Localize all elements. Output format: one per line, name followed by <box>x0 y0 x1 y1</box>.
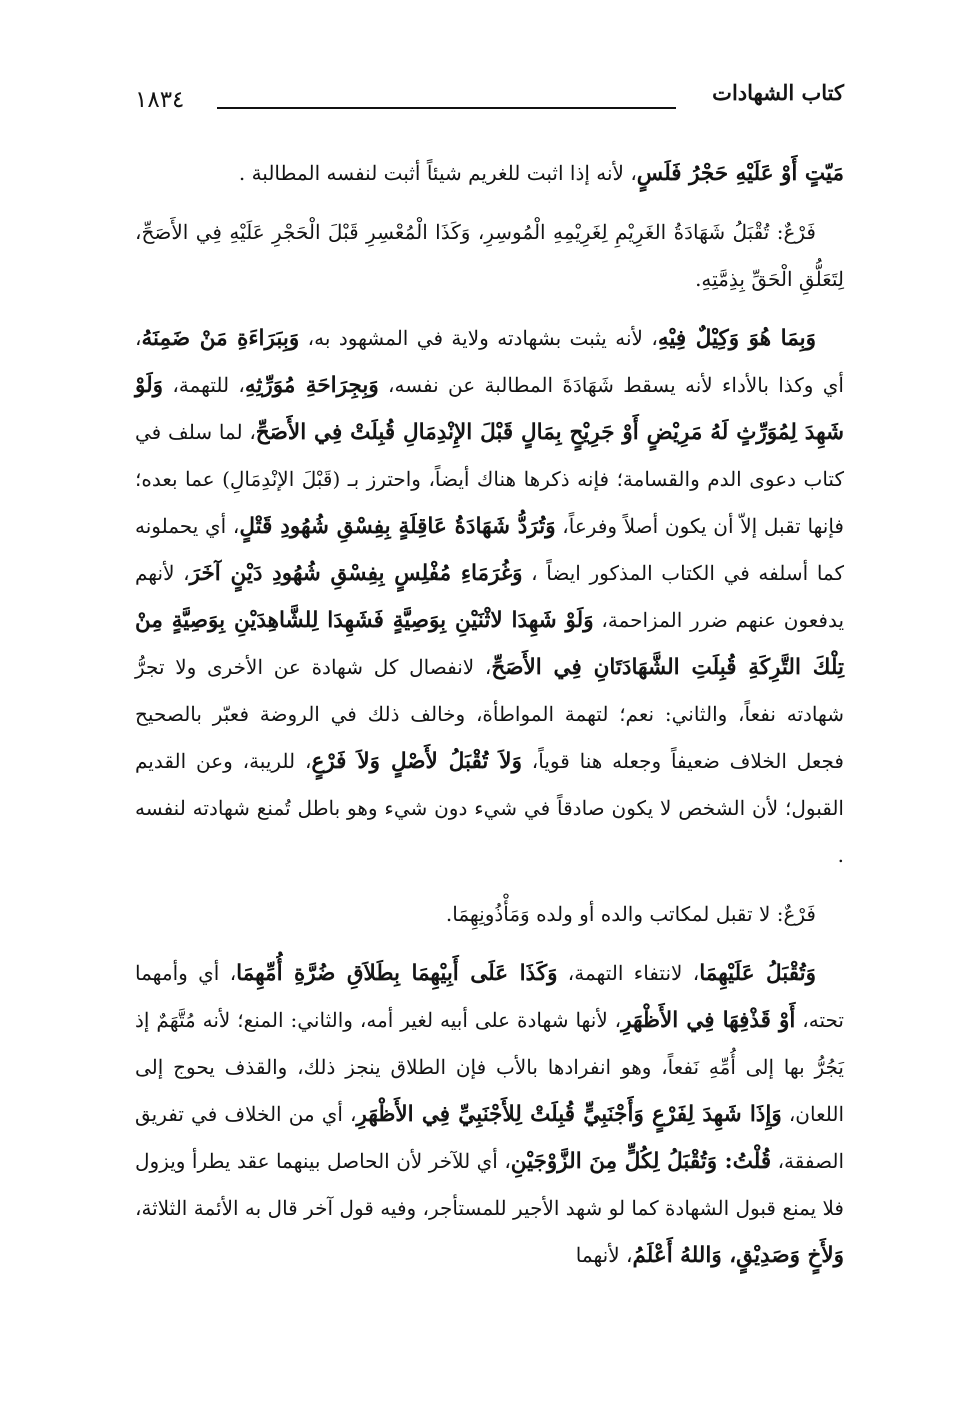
commentary-text: ، لأنهم يدفعون عنهم ضرر المزاحمة، <box>135 561 845 632</box>
matn-text: أَوْ قَذْفِهَا فِي الأَظْهَرِ <box>621 1008 796 1033</box>
commentary-text: ، لأنه يثبت بشهادته ولاية في المشهود به، <box>299 326 658 350</box>
paragraph <box>135 950 844 1279</box>
commentary-text: ، لأنهما <box>575 1243 633 1267</box>
matn-text: وَبِجِرَاحَةِ مُوَرِّثِهِ <box>244 373 379 398</box>
matn-text: وَلَوْ شَهِدَ لِمُوَرِّثٍ لَهُ مَرِيْضٍ أَوْ جَرِيْحٍ بِمَالٍ قَبْلَ الإِنْدِمَالِ قُبِلَتْ فِي الأَصَحِّ <box>135 373 845 445</box>
commentary-text: ، أي وكذا بالأداء لأنه يسقط شَهَادَةَ المطالبة عن نفسه، <box>135 326 844 397</box>
matn-text: قُلْتُ: وَتُقْبَلُ لِكُلٍّ مِنَ الزَّوْجَيْنِ <box>510 1149 772 1174</box>
commentary-text: فَرْعٌ: لا تقبل لمكاتب والده أو ولده وَمَأْذُونِهِمَا. <box>445 902 816 926</box>
header-rule <box>217 107 676 109</box>
commentary-text: ، أي من الخلاف في تفريق الصفقة، <box>135 1102 844 1173</box>
commentary-text: ، لأنه إذا اثبت للغريم شيئاً أثبت لنفسه المطالبة . <box>238 161 637 185</box>
commentary-text: ، للتهمة، <box>163 373 245 397</box>
matn-text: مَيّتٍ أَوْ عَلَيْهِ حَجْرُ فَلَسٍ <box>636 161 844 186</box>
matn-text: وَغُرَمَاءِ مُفْلِسٍ بِفِسْقِ شُهُودِ دَيْنٍ آخَرَ <box>189 561 523 586</box>
paragraph <box>135 891 844 938</box>
matn-text: وَلَوْ شَهِدَا لاثْنَيْنِ بِوَصِيَّةٍ فَشَهِدَا لِلشَّاهِدَيْنِ بِوَصِيَّةٍ مِنْ تِلْكَ التَّرِكَةِ قُبِلَتِ الشَّهَادَتَانِ فِي الأَصَحِّ <box>135 608 844 680</box>
paragraph <box>135 209 844 303</box>
matn-text: وَلأَخٍ وَصَدِيْقٍ، وَاللهُ أَعْلَمُ <box>632 1243 844 1268</box>
matn-text: وَكَذَا عَلَى أَبِيْهِمَا بِطَلاَقِ ضُرَّةِ أُمِّهِمَا <box>236 961 558 986</box>
commentary-text: ، لما سلف في كتاب دعوى الدم والقسامة؛ فإنه ذكرها هناك أيضاً، واحترز بـ (قَبْلَ الإنْدِمَالِ) عما بعده؛ فإنها تقبل إلاّ أن يكون أصلاً وفرعاً، <box>135 420 844 538</box>
commentary-text: ، لانتفاء التهمة، <box>557 961 700 985</box>
paragraph <box>135 315 844 879</box>
matn-text: وَبِبَرَاءَةِ مَنْ ضَمِنَهُ <box>141 326 300 351</box>
matn-text: وَإِذَا شَهِدَ لِفَرْعٍ وَأَجْنَبِيٍّ قُبِلَتْ لِلأَجْنَبِيِّ فِي الأَظْهَرِ <box>356 1102 782 1127</box>
page-header <box>135 62 844 116</box>
commentary-text: فَرْعٌ: تُقْبَلُ شَهَادَةُ الغَرِيْمِ لِغَرِيْمِهِ الْمُوسِرِ، وَكَذَا الْمُعْسِرِ قَبْلَ الْحَجْرِ عَلَيْهِ فِي الأَصَحِّ، لِتَعَلُّقِ الْحَقِّ بِذِمَّتِهِ. <box>135 220 844 291</box>
matn-text: وَبِمَا هُوَ وَكِيْلٌ فِيْهِ <box>657 326 816 351</box>
paragraph <box>135 150 844 197</box>
chapter-title: كتاب الشهادات <box>712 80 844 105</box>
matn-text: وَتُقْبَلُ عَلَيْهِمَا <box>699 961 817 986</box>
commentary-text: ، لانفصال كل شهادة عن الأخرى ولا تجرُّ شهادته نفعاً، والثاني: نعم؛ لتهمة المواطأة، وخالف ذلك في الروضة فعبّر بالصحيح فجعل الخلاف ضعيفاً وجعله هنا قوياً، <box>135 655 844 773</box>
matn-text: وَلاَ تُقْبَلُ لأَصْلٍ وَلاَ فَرْعٍ <box>311 749 522 774</box>
commentary-text: ، للريبة، وعن القديم القبول؛ لأن الشخص لا يكون صادقاً في شيء دون شيء وهو باطل تُمنع شهادته لنفسه . <box>135 749 844 867</box>
commentary-text: ، أي يحملونه كما أسلفه في الكتاب المذكور ايضاً ، <box>135 514 844 585</box>
page-body <box>135 150 844 1279</box>
matn-text: وَتُرَدُّ شَهَادَةُ عَاقِلَةٍ بِفِسْقِ شُهُودِ قَتْلٍ <box>239 514 556 539</box>
page-number: ١٨٣٤ <box>135 87 185 113</box>
commentary-text: ، أي وأمهما تحته، <box>135 961 845 1032</box>
commentary-text: ، لأنها شهادة على أبيه لغير أمه، والثاني: المنع؛ لأنه مُتَّهَمٌ إذ يَجُرُّ بها إلى أُمِّهِ نَفعاً، وهو انفرادها بالأب فإن الطلاق ينجز ذلك، والقذف يحوج إلى اللعان، <box>135 1008 845 1126</box>
commentary-text: ، أي للآخر لأن الحاصل بينهما عقد يطرأ ويزول فلا يمنع قبول الشهادة كما لو شهد الأجير للمستأجر، وفيه قول آخر قال به الأئمة الثلاثة، <box>135 1149 844 1220</box>
